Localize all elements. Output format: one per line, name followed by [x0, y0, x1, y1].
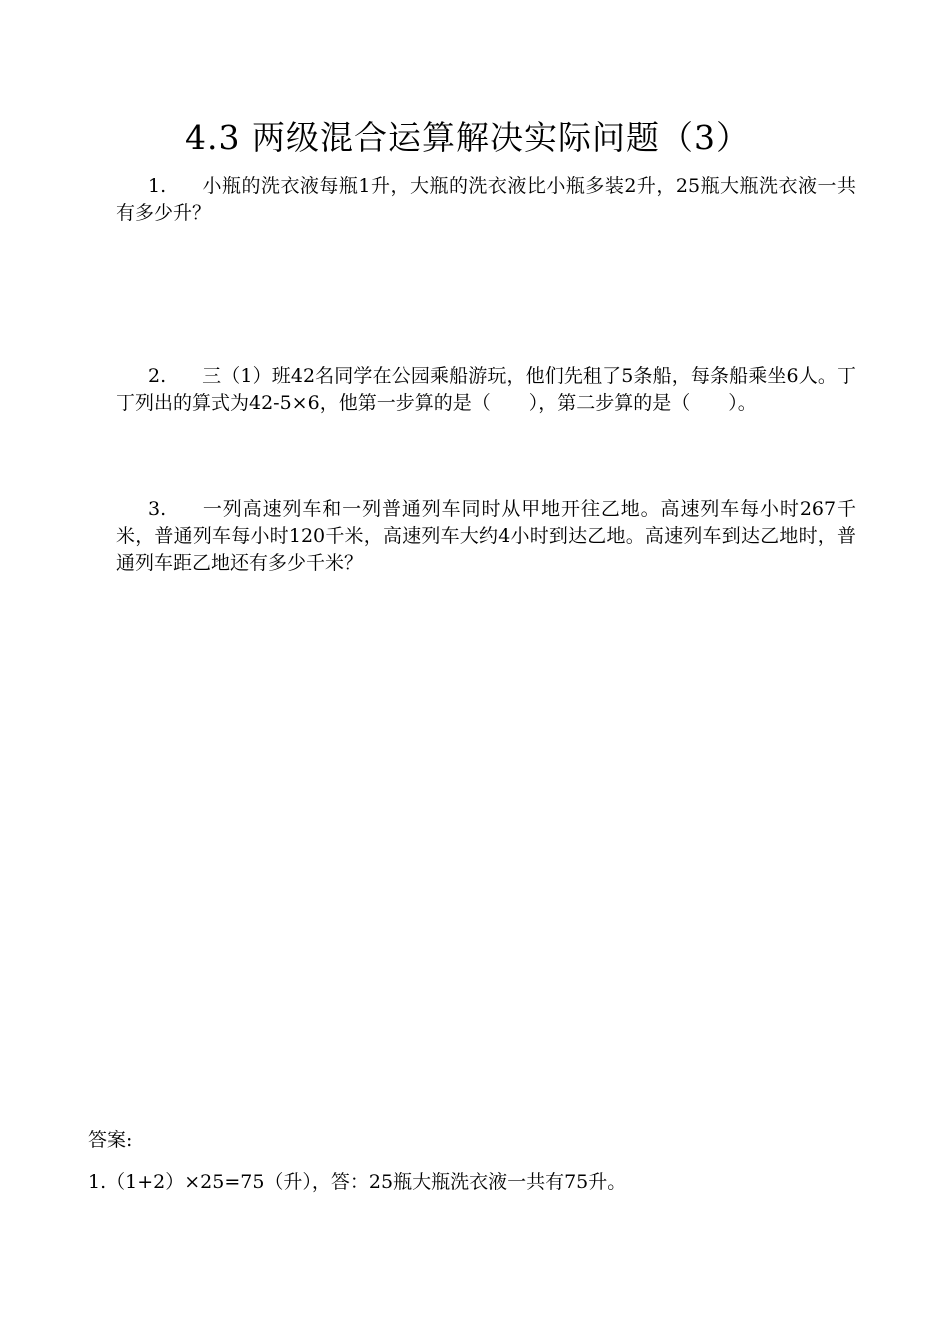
question-number: 1.: [148, 175, 167, 197]
question-number: 2.: [148, 365, 167, 387]
answers-heading: 答案:: [88, 1129, 133, 1151]
worksheet-title: 4.3 两级混合运算解决实际问题（3）: [185, 118, 750, 157]
question-2: [116, 363, 856, 417]
question-number: 3.: [148, 498, 167, 520]
question-text: 小瓶的洗衣液每瓶1升，大瓶的洗衣液比小瓶多装2升，25瓶大瓶洗衣液一共有多少升？: [116, 175, 856, 224]
question-1: [116, 173, 856, 227]
answer-1: 1.（1+2）×25=75（升），答：25瓶大瓶洗衣液一共有75升。: [88, 1171, 627, 1193]
question-3: [116, 496, 856, 577]
question-text: 三（1）班42名同学在公园乘船游玩，他们先租了5条船，每条船乘坐6人。丁丁列出的算式为42-5×6，他第一步算的是（ ），第二步算的是（ ）。: [116, 365, 856, 414]
question-text: 一列高速列车和一列普通列车同时从甲地开往乙地。高速列车每小时267千米，普通列车每小时120千米，高速列车大约4小时到达乙地。高速列车到达乙地时，普通列车距乙地还有多少千米？: [116, 498, 856, 574]
